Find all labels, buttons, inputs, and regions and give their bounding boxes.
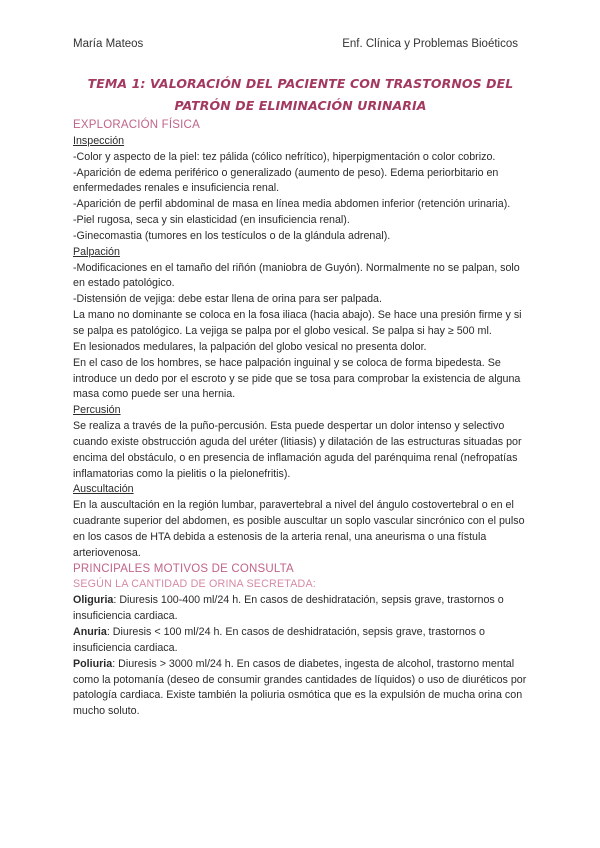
paragraph: -Modificaciones en el tamaño del riñón (maniobra de Guyón). Normalmente no se palpan, solo en estado patológico. (73, 261, 520, 290)
paragraph: -Distensión de vejiga: debe estar llena de orina para ser palpada. (73, 293, 382, 306)
author-name: María Mateos (73, 38, 144, 50)
definition-oliguria (73, 593, 528, 625)
paragraph: En la auscultación en la región lumbar, paravertebral a nivel del ángulo costovertebral o en el cuadrante superior del abdomen, es posible auscultar un soplo vascular sincrónico con el pulso en los casos de HTA debida a estenosis de la arteria renal, una aneurisma o una fístula arteriovenosa. (73, 499, 525, 559)
definition-text: : Diuresis > 3000 ml/24 h. En casos de diabetes, ingesta de alcohol, trastorno mental como la potomanía (deseo de consumir grandes cantidades de líquidos) o uso de diuréticos por patología cardiaca. Existe también la poliuria osmótica que es la expulsión de mucha orina con mucho soluto. (73, 657, 527, 718)
definition-anuria (73, 625, 528, 657)
definition-text: : Diuresis < 100 ml/24 h. En casos de deshidratación, sepsis grave, trastornos o insuficiencia cardiaca. (73, 626, 485, 654)
paragraph: Se realiza a través de la puño-percusión. Esta puede despertar un dolor intenso y selectivo cuando existe obstrucción aguda del uréter (litiasis) y dilatación de las estructuras situadas por encima del obstáculo, o en presencia de inflamación aguda del parénquima renal (nefropatías inflamatorias como la pielitis o la pielonefritis). (73, 420, 522, 480)
subheading-palpacion: Palpación (73, 245, 120, 258)
paragraph: En el caso de los hombres, se hace palpación inguinal y se coloca de forma bipedesta. Se introduce un dedo por el escroto y se pide que se tosa para comprobar la existencia de alguna masa como puede ser una hernia. (73, 356, 521, 401)
paragraph: En lesionados medulares, la palpación del globo vesical no presenta dolor. (73, 340, 427, 353)
section-heading-motivos: PRINCIPALES MOTIVOS DE CONSULTA (73, 562, 294, 575)
subheading-inspeccion: Inspección (73, 134, 125, 147)
page-header (73, 38, 518, 52)
definition-text: : Diuresis 100-400 ml/24 h. En casos de deshidratación, sepsis grave, trastornos o insuficiencia cardiaca. (73, 594, 504, 623)
paragraph: -Piel rugosa, seca y sin elasticidad (en insuficiencia renal). (73, 214, 350, 227)
document-body (73, 118, 528, 720)
paragraph: -Aparición de edema periférico o generalizado (aumento de peso). Edema periorbitario en enfermedades renales e insuficiencia renal. (73, 166, 499, 195)
document-title: TEMA 1: VALORACIÓN DEL PACIENTE CON TRASTORNOS DEL PATRÓN DE ELIMINACIÓN URINARIA (87, 76, 514, 113)
term-poliuria: Poliuria (73, 657, 113, 670)
paragraph: -Color y aspecto de la piel: tez pálida (cólico nefrítico), hiperpigmentación o color cobrizo. (73, 150, 496, 163)
paragraph: -Aparición de perfil abdominal de masa en línea media abdomen inferior (retención urinaria). (73, 198, 511, 211)
subsection-heading-cantidad-orina: SEGÚN LA CANTIDAD DE ORINA SECRETADA: (73, 578, 316, 591)
definition-poliuria (73, 657, 528, 720)
paragraph: La mano no dominante se coloca en la fosa iliaca (hacia abajo). Se hace una presión firme y si se palpa es patológico. La vejiga se palpa por el globo vesical. Se palpa si hay ≥ 500 ml. (73, 309, 522, 337)
section-heading-exploracion: EXPLORACIÓN FÍSICA (73, 119, 200, 131)
subheading-percusion: Percusión (73, 404, 121, 417)
subheading-auscultacion: Auscultación (73, 483, 134, 496)
term-oliguria: Oliguria (73, 594, 114, 607)
paragraph: -Ginecomastia (tumores en los testículos o de la glándula adrenal). (73, 229, 391, 242)
course-name: Enf. Clínica y Problemas Bioéticos (342, 38, 518, 50)
term-anuria: Anuria (73, 626, 107, 638)
